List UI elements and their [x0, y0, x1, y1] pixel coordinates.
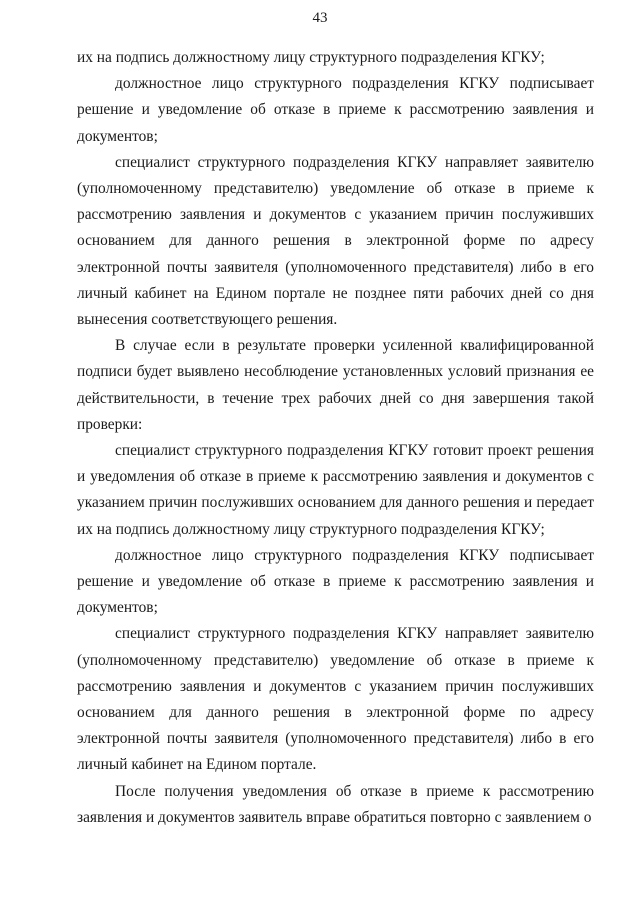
paragraph-8: После получения уведомления об отказе в приеме к рассмотрению заявления и документов заявитель вправе обратиться повторно с заявлением о — [77, 782, 594, 826]
page-number: 43 — [312, 10, 328, 26]
document-body — [77, 45, 594, 831]
paragraph-5: специалист структурного подразделения КГКУ готовит проект решения и уведомления об отказе в приеме к рассмотрению заявления и документов с указанием причин послуживших основанием для данного решения и передает их на подпись должностному лицу структурного подразделения КГКУ; — [77, 442, 594, 538]
paragraph-2: должностное лицо структурного подразделения КГКУ подписывает решение и уведомление об отказе в приеме к рассмотрению заявления и документов; — [77, 75, 594, 145]
paragraph-3: специалист структурного подразделения КГКУ направляет заявителю (уполномоченному представителю) уведомление об отказе в приеме к рассмотрению заявления и документов с указанием причин послуживших основанием для данного решения в электронной форме по адресу электронной почты заявителя (уполномоченного представителя) либо в его личный кабинет на Едином портале не позднее пяти рабочих дней со дня вынесения соответствующего решения. — [77, 153, 594, 329]
paragraph-4: В случае если в результате проверки усиленной квалифицированной подписи будет выявлено несоблюдение установленных условий признания ее действительности, в течение трех рабочих дней со дня завершения такой проверки: — [77, 337, 594, 433]
paragraph-1: их на подпись должностному лицу структурного подразделения КГКУ; — [77, 49, 545, 66]
paragraph-6: должностное лицо структурного подразделения КГКУ подписывает решение и уведомление об отказе в приеме к рассмотрению заявления и документов; — [77, 546, 594, 617]
paragraph-7: специалист структурного подразделения КГКУ направляет заявителю (уполномоченному представителю) уведомление об отказе в приеме к рассмотрению заявления и документов с указанием причин послуживших основанием для данного решения в электронной форме по адресу электронной почты заявителя (уполномоченного представителя) либо в его личный кабинет на Едином портале. — [77, 625, 594, 774]
